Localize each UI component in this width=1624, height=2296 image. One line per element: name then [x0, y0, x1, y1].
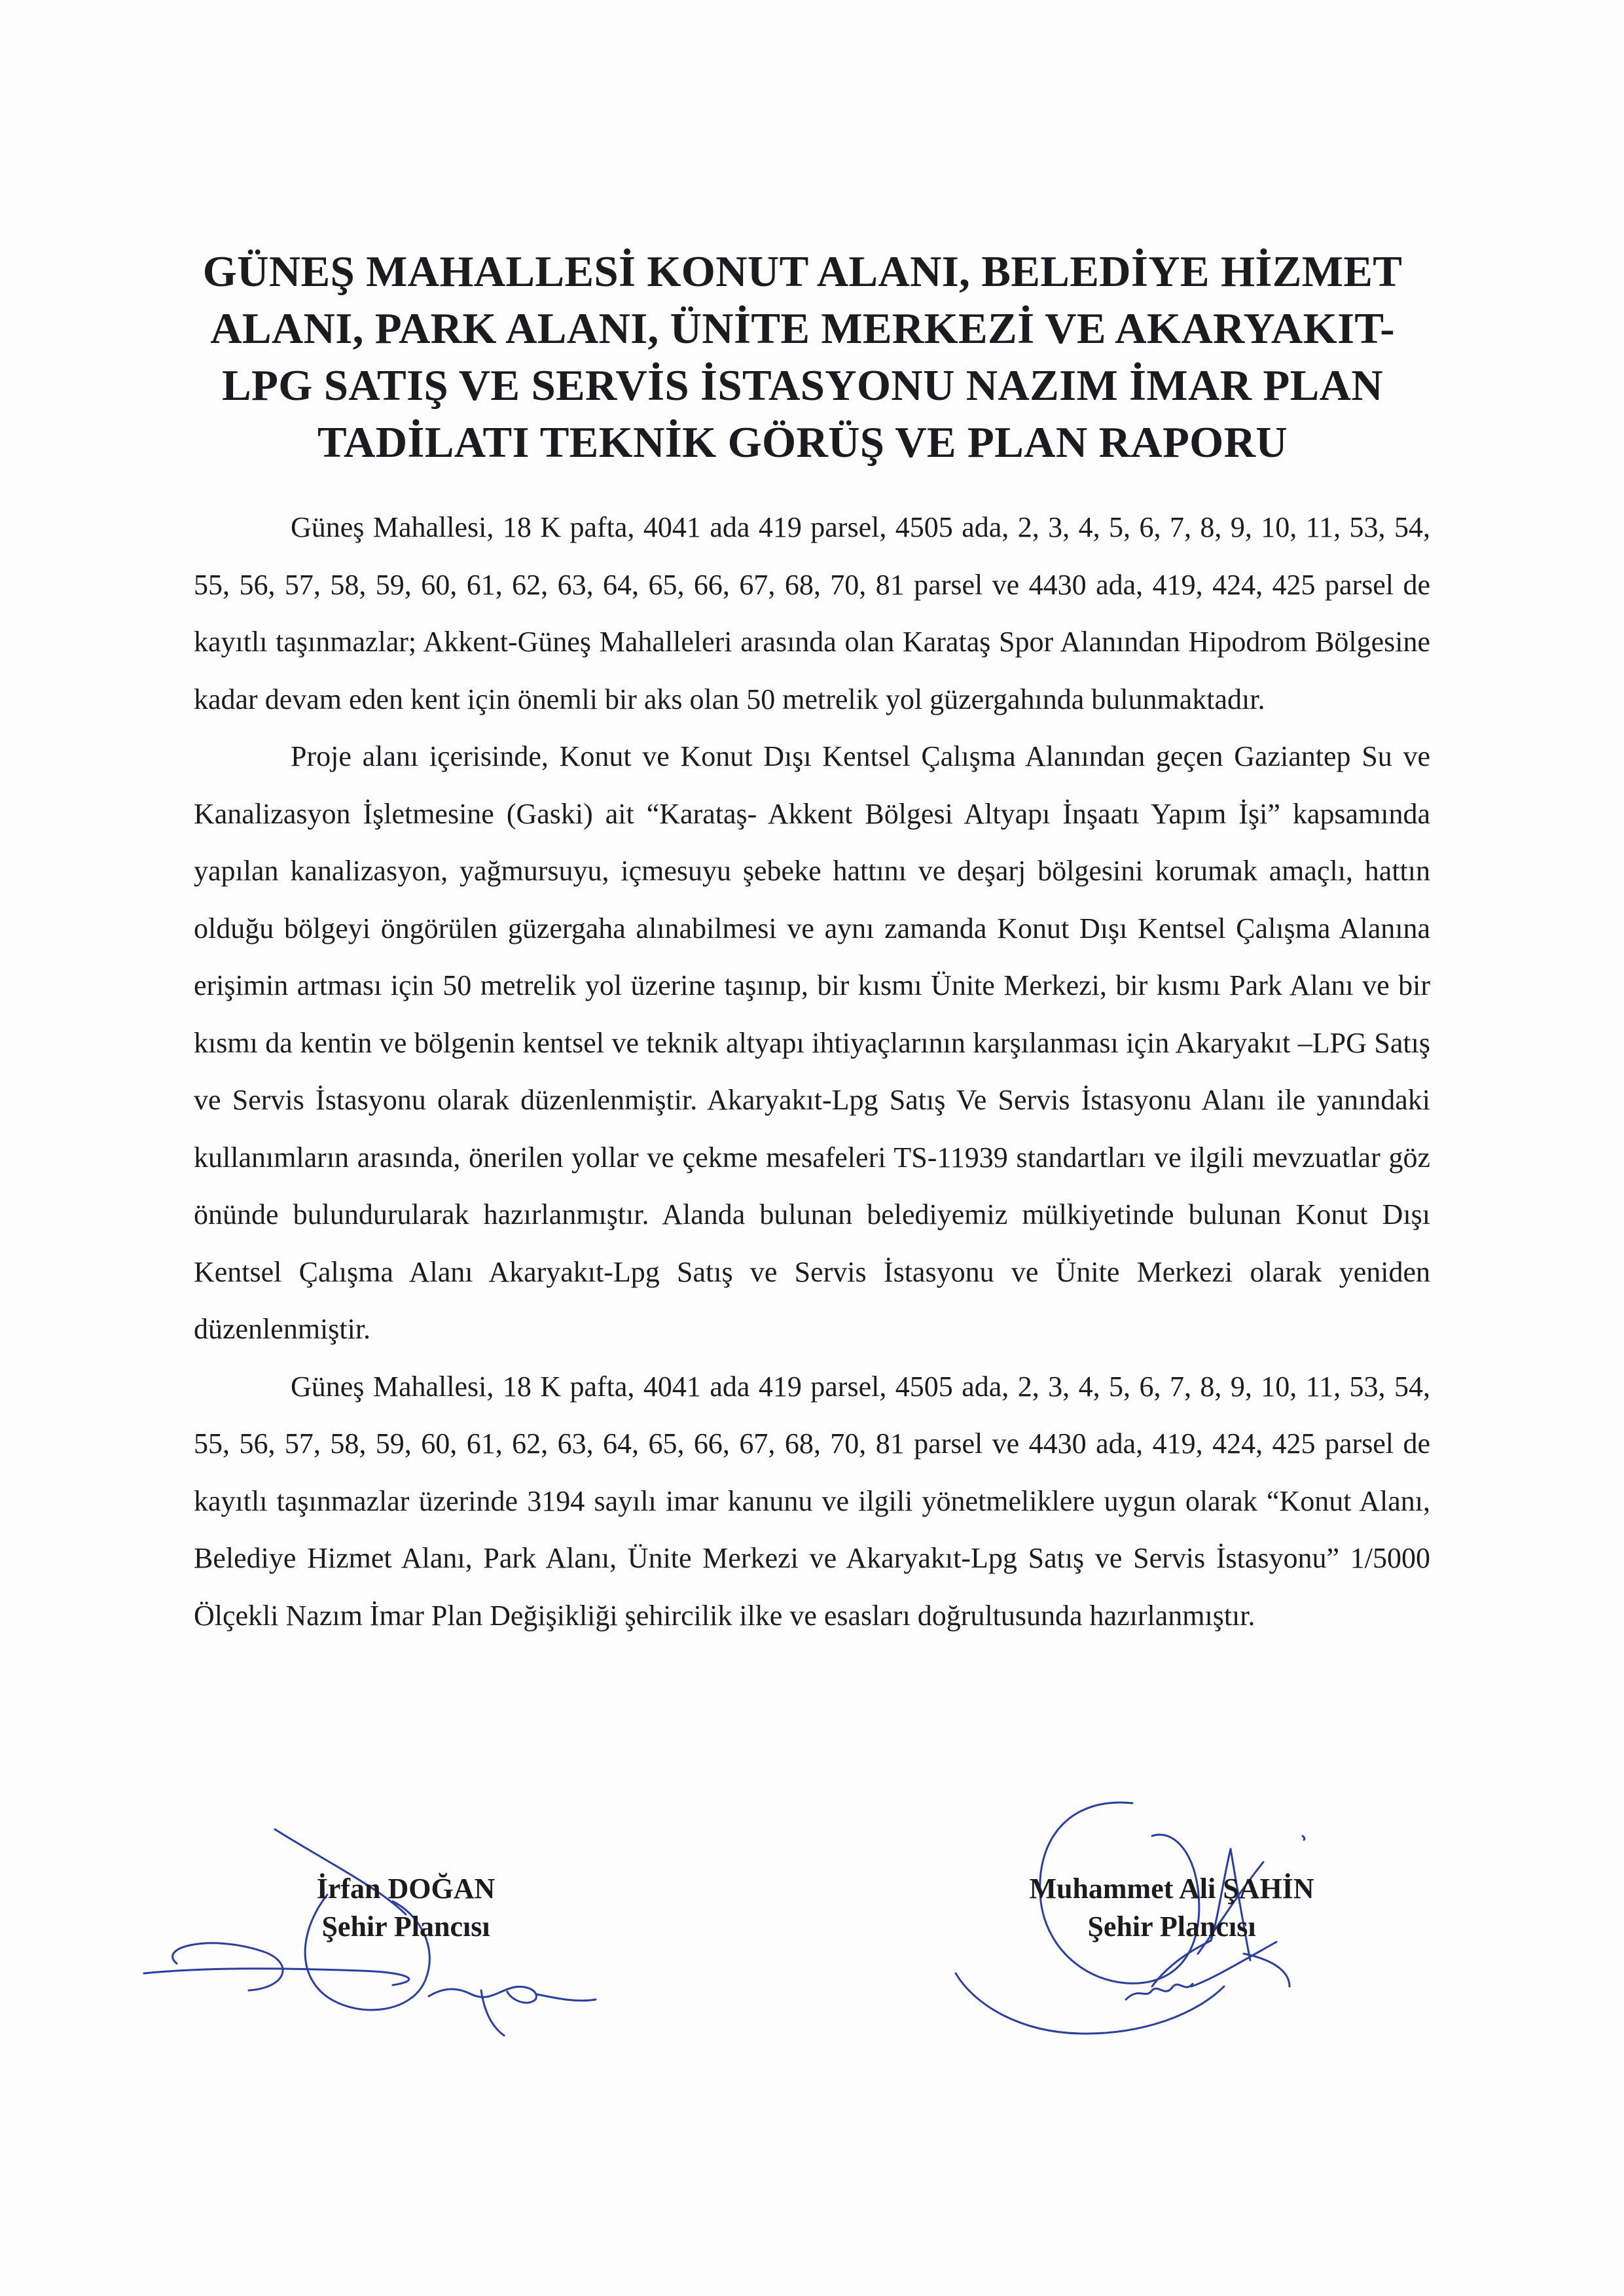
paragraph-project-area: Proje alanı içerisinde, Konut ve Konut Dışı Kentsel Çalışma Alanından geçen Gaziantep Su ve Kanalizasyon İşletmesine (Gaski) ait “Karataş- Akkent Bölgesi Altyapı İnşaatı Yapım İşi” kapsamında yapılan kanalizasyon, yağmursuyu, içmesuyu şebeke hattını ve deşarj bölgesini korumak amaçlı, hattın olduğu bölgeyi öngörülen güzergaha alınabilmesi ve aynı zamanda Konut Dışı Kentsel Çalışma Alanına erişimin artması için 50 metrelik yol üzerine taşınıp, bir kısmı Ünite Merkezi, bir kısmı Park Alanı ve bir kısmı da kentin ve bölgenin kentsel ve teknik altyapı ihtiyaçlarının karşılanması için Akaryakıt –LPG Satış ve Servis İstasyonu olarak düzenlenmiştir. Akaryakıt-Lpg Satış Ve Servis İstasyonu Alanı ile yanındaki kullanımların arasında, önerilen yollar ve çekme mesafeleri TS-11939 standartları ve ilgili mevzuatlar göz önünde bulundurularak hazırlanmıştır. Alanda bulunan belediyemiz mülkiyetinde bulunan Konut Dışı Kentsel Çalışma Alanı Akaryakıt-Lpg Satış ve Servis İstasyonu ve Ünite Merkezi olarak yeniden düzenlenmiştir.: [194, 740, 1430, 1345]
paragraph-plan-change: Güneş Mahallesi, 18 K pafta, 4041 ada 419 parsel, 4505 ada, 2, 3, 4, 5, 6, 7, 8, 9, 10, 11, 53, 54, 55, 56, 57, 58, 59, 60, 61, 62, 63, 64, 65, 66, 67, 68, 70, 81 parsel ve 4430 ada, 419, 424, 425 parsel de kayıtlı taşınmazlar üzerinde 3194 sayılı imar kanunu ve ilgili yönetmeliklere uygun olarak “Konut Alanı, Belediye Hizmet Alanı, Park Alanı, Ünite Merkezi ve Akaryakıt-Lpg Satış ve Servis İstasyonu” 1/5000 Ölçekli Nazım İmar Plan Değişikliği şehircilik ilke ve esasları doğrultusunda hazırlanmıştır.: [194, 1370, 1430, 1632]
signatory-role: Şehir Plancısı: [321, 1910, 490, 1943]
signatory-left: [281, 1870, 530, 1946]
title-line: ALANI, PARK ALANI, ÜNİTE MERKEZİ VE AKARYAKIT-: [210, 304, 1395, 353]
signatory-name: Muhammet Ali ŞAHİN: [1029, 1873, 1314, 1905]
title-line: LPG SATIŞ VE SERVİS İSTASYONU NAZIM İMAR PLAN: [222, 361, 1383, 410]
signature-row: [0, 1790, 1624, 2117]
title-line: TADİLATI TEKNİK GÖRÜŞ VE PLAN RAPORU: [317, 418, 1288, 467]
signatory-role: Şehir Plancısı: [1087, 1910, 1256, 1943]
report-body: [194, 499, 1430, 1644]
signatory-name: İrfan DOĞAN: [316, 1873, 496, 1905]
paragraph-parcels: Güneş Mahallesi, 18 K pafta, 4041 ada 419 parsel, 4505 ada, 2, 3, 4, 5, 6, 7, 8, 9, 10, 11, 53, 54, 55, 56, 57, 58, 59, 60, 61, 62, 63, 64, 65, 66, 67, 68, 70, 81 parsel ve 4430 ada, 419, 424, 425 parsel de kayıtlı taşınmazlar; Akkent-Güneş Mahalleleri arasında olan Karataş Spor Alanından Hipodrom Bölgesine kadar devam eden kent için önemli bir aks olan 50 metrelik yol güzergahında bulunmaktadır.: [194, 511, 1430, 715]
signatory-right: [1001, 1870, 1342, 1946]
title-line: GÜNEŞ MAHALLESİ KONUT ALANI, BELEDİYE HİZMET: [202, 247, 1403, 296]
document-title: [194, 243, 1411, 471]
